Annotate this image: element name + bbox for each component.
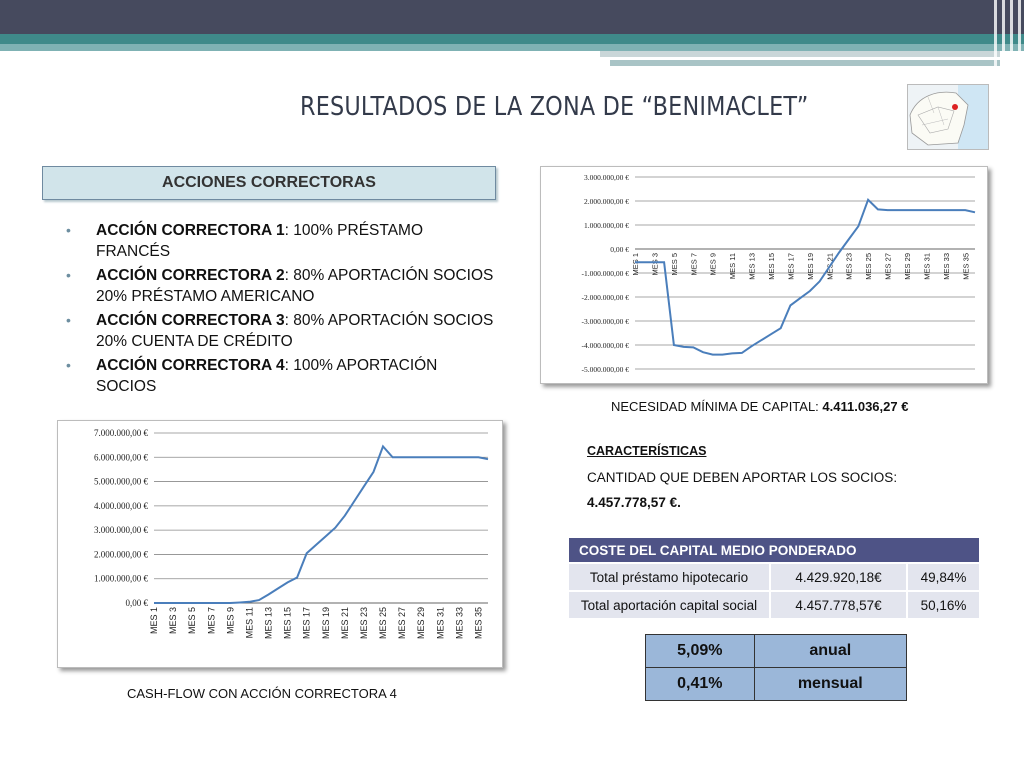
y-tick-label: -4.000.000,00 € [581, 341, 629, 350]
y-tick-label: 0,00 € [125, 598, 148, 608]
cashflow-caption: CASH-FLOW CON ACCIÓN CORRECTORA 4 [127, 686, 397, 701]
caracteristicas-amount: 4.457.778,57 €. [587, 495, 681, 510]
x-tick-label: MES 25 [378, 607, 389, 640]
list-item: • ACCIÓN CORRECTORA 1: 100% PRÉSTAMO FRANCÉS [60, 220, 500, 262]
capital-chart [541, 167, 987, 383]
cashflow-chart [58, 421, 502, 667]
x-tick-label: MES 1 [631, 253, 640, 276]
table-row [569, 591, 979, 618]
rate-period: mensual [754, 668, 906, 701]
caracteristicas-title: CARACTERÍSTICAS [587, 444, 707, 458]
x-tick-label: MES 5 [669, 253, 679, 276]
list-item: • ACCIÓN CORRECTORA 2: 80% APORTACIÓN SOCIOS 20% PRÉSTAMO AMERICANO [60, 265, 500, 307]
x-tick-label: MES 17 [301, 607, 312, 640]
x-tick-label: MES 27 [397, 607, 408, 640]
row-percentage: 49,84% [907, 563, 979, 591]
x-tick-label: MES 31 [435, 607, 446, 640]
x-tick-label: MES 29 [416, 607, 427, 640]
y-tick-label: 2.000.000,00 € [584, 197, 629, 206]
header-accent-bar-light [0, 44, 1024, 51]
x-tick-label: MES 29 [903, 253, 912, 280]
row-amount: 4.429.920,18€ [770, 563, 907, 591]
row-label: Total préstamo hipotecario [569, 563, 770, 591]
y-tick-label: 2.000.000,00 € [94, 549, 148, 560]
rate-value: 5,09% [646, 635, 755, 668]
table-row [646, 668, 907, 701]
header-stripes [990, 0, 1024, 70]
x-tick-label: MES 15 [767, 253, 776, 280]
x-tick-label: MES 9 [708, 253, 718, 276]
necesidad-caption: NECESIDAD MÍNIMA DE CAPITAL: 4.411.036,27 € [611, 399, 909, 414]
x-tick-label: MES 11 [728, 253, 738, 280]
x-tick-label: MES 5 [187, 607, 198, 635]
row-amount: 4.457.778,57€ [770, 591, 907, 618]
x-tick-label: MES 31 [922, 253, 932, 280]
x-tick-label: MES 19 [805, 253, 815, 280]
x-tick-label: MES 13 [263, 607, 274, 640]
y-tick-label: -2.000.000,00 € [581, 293, 629, 302]
cashflow-chart-frame [57, 420, 503, 668]
y-tick-label: -5.000.000,00 € [581, 365, 629, 374]
header-line [600, 51, 1000, 57]
x-tick-label: MES 23 [358, 607, 369, 640]
header-accent-bar [0, 34, 1024, 44]
y-tick-label: -1.000.000,00 € [581, 269, 629, 278]
x-tick-label: MES 23 [844, 253, 854, 280]
row-percentage: 50,16% [907, 591, 979, 618]
y-tick-label: 7.000.000,00 € [94, 428, 148, 438]
map-thumbnail [907, 84, 989, 150]
x-tick-label: MES 35 [473, 607, 484, 640]
acciones-header: ACCIONES CORRECTORAS [42, 166, 496, 200]
y-tick-label: 1.000.000,00 € [94, 573, 148, 584]
y-tick-label: 3.000.000,00 € [584, 173, 629, 182]
x-tick-label: MES 27 [883, 253, 893, 280]
y-tick-label: -3.000.000,00 € [581, 317, 629, 326]
x-tick-label: MES 9 [225, 607, 236, 635]
x-tick-label: MES 15 [282, 607, 293, 640]
x-tick-label: MES 13 [747, 253, 757, 280]
caracteristicas-line-1: CANTIDAD QUE DEBEN APORTAR LOS SOCIOS: [587, 470, 898, 485]
y-tick-label: 3.000.000,00 € [94, 525, 148, 536]
acciones-list [60, 220, 500, 400]
x-tick-label: MES 3 [168, 607, 179, 635]
wacc-table [569, 538, 979, 618]
y-tick-label: 1.000.000,00 € [584, 221, 629, 230]
list-item: • ACCIÓN CORRECTORA 3: 80% APORTACIÓN SOCIOS 20% CUENTA DE CRÉDITO [60, 310, 500, 352]
x-tick-label: MES 21 [825, 253, 835, 280]
x-tick-label: MES 33 [454, 607, 465, 640]
x-tick-label: MES 21 [339, 607, 350, 640]
x-tick-label: MES 19 [320, 607, 331, 640]
list-item: • ACCIÓN CORRECTORA 4: 100% APORTACIÓN SOCIOS [60, 355, 500, 397]
y-tick-label: 4.000.000,00 € [94, 500, 148, 511]
rate-value: 0,41% [646, 668, 755, 701]
x-tick-label: MES 17 [786, 253, 796, 280]
row-label: Total aportación capital social [569, 591, 770, 618]
page-title: RESULTADOS DE LA ZONA DE “BENIMACLET” [300, 92, 809, 122]
x-tick-label: MES 11 [244, 607, 255, 639]
x-tick-label: MES 7 [689, 253, 699, 276]
wacc-header: COSTE DEL CAPITAL MEDIO PONDERADO [569, 538, 979, 563]
header-line-2 [610, 60, 1000, 66]
y-tick-label: 6.000.000,00 € [94, 452, 148, 463]
rate-period: anual [754, 635, 906, 668]
x-tick-label: MES 1 [149, 607, 159, 635]
x-tick-label: MES 3 [650, 253, 660, 276]
y-tick-label: 5.000.000,00 € [94, 476, 148, 487]
x-tick-label: MES 7 [206, 607, 217, 635]
table-row [569, 563, 979, 591]
x-tick-label: MES 25 [864, 253, 874, 280]
x-tick-label: MES 33 [941, 253, 951, 280]
x-tick-label: MES 35 [961, 253, 971, 280]
y-tick-label: 0,00 € [610, 245, 629, 254]
header-bar [0, 0, 1024, 34]
table-row [646, 635, 907, 668]
rate-table [645, 634, 907, 701]
capital-chart-frame [540, 166, 988, 384]
series-line [154, 446, 488, 603]
